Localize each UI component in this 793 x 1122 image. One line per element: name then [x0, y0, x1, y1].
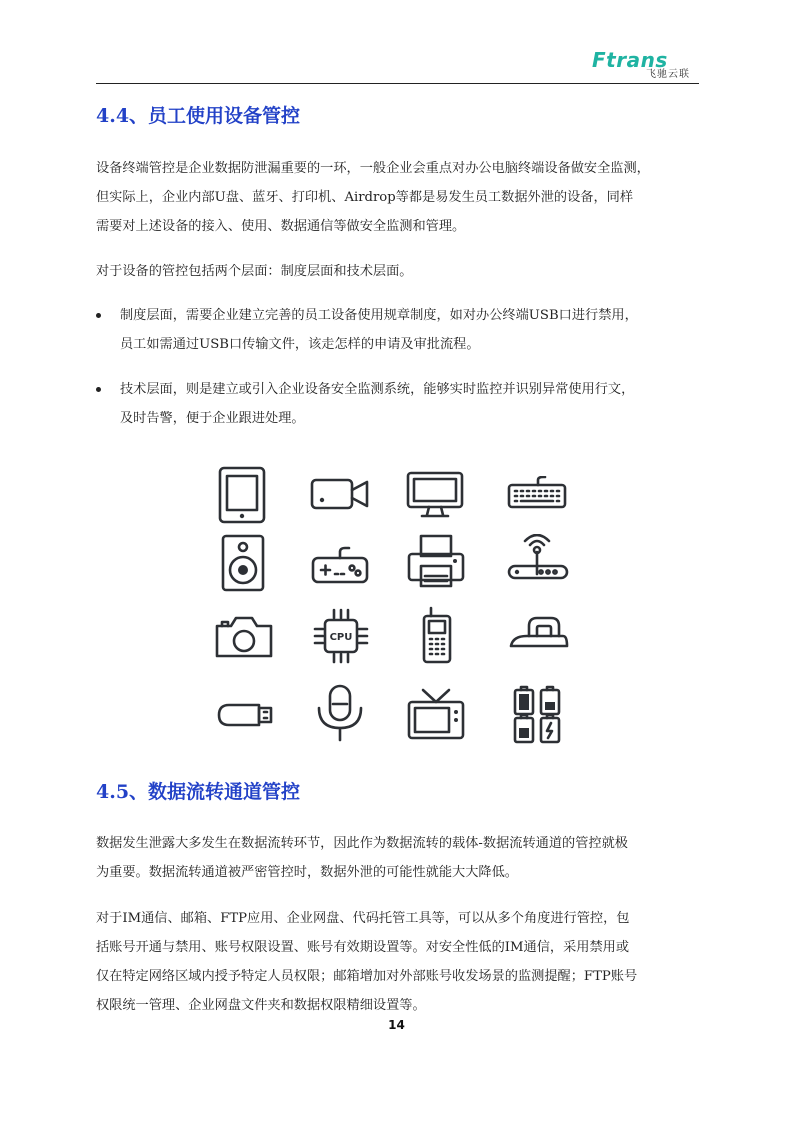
text-line: 设备终端管控是企业数据防泄漏重要的一环，一般企业会重点对办公电脑终端设备做安全监测，: [96, 161, 650, 176]
mobile-phone-icon: [419, 606, 455, 666]
text-line: 括账号开通与禁用、账号权限设置、账号有效期设置等。对安全性低的IM通信，采用禁用或: [96, 940, 630, 955]
text-line: 需要对上述设备的接入、使用、数据通信等做安全监测和管理。: [96, 219, 466, 234]
ftrans-logo: [592, 50, 696, 84]
battery-icon: [511, 684, 563, 746]
bullet-technical-level: [96, 375, 696, 435]
text-line: 为重要。数据流转通道被严密管控时，数据外泄的可能性就能大大降低。: [96, 865, 518, 880]
paragraph-two-levels: 对于设备的管控包括两个层面：制度层面和技术层面。: [96, 264, 413, 279]
router-icon: [505, 534, 571, 588]
text-line: 及时告警，便于企业跟进处理。: [120, 411, 305, 426]
paragraph-data-channel: [96, 829, 696, 887]
text-line: 员工如需通过USB口传输文件，该走怎样的申请及审批流程。: [120, 337, 480, 352]
camera-icon: [213, 614, 275, 660]
tv-icon: [405, 686, 467, 742]
text-line: 制度层面，需要企业建立完善的员工设备使用规章制度，如对办公终端USB口进行禁用，: [120, 308, 638, 323]
logo-text: Ftrans: [592, 48, 668, 72]
gamepad-icon: [309, 546, 371, 586]
text-line: 权限统一管理、企业网盘文件夹和数据权限精细设置等。: [96, 998, 426, 1013]
usb-drive-icon: [213, 698, 275, 732]
keyboard-icon: [505, 476, 571, 512]
bullet-policy-level: [96, 301, 696, 361]
cpu-icon: [311, 606, 371, 666]
paragraph-channel-controls: [96, 904, 696, 1020]
speaker-icon: [219, 534, 269, 594]
text-line: 技术层面，则是建立或引入企业设备安全监测系统，能够实时监控并识别异常使用行文，: [120, 382, 635, 397]
cpu-label: CPU: [329, 632, 353, 643]
bullet-dot: [96, 387, 101, 392]
header-divider: [96, 83, 699, 84]
paragraph-device-control: [96, 154, 696, 241]
text-line: 对于IM通信、邮箱、FTP应用、企业网盘、代码托管工具等，可以从多个角度进行管控，包: [96, 911, 630, 926]
iron-icon: [505, 614, 571, 654]
text-line: 但实际上，企业内部U盘、蓝牙、打印机、Airdrop等都是易发生员工数据外泄的设备，同样: [96, 190, 634, 205]
device-icons-grid: [205, 462, 585, 752]
printer-icon: [405, 534, 467, 590]
text-line: 数据发生泄露大多发生在数据流转环节，因此作为数据流转的载体-数据流转通道的管控就极: [96, 836, 628, 851]
bullet-dot: [96, 313, 101, 318]
text-line: 仅在特定网络区域内授予特定人员权限；邮箱增加对外部账号收发场景的监测提醒；FTP账号: [96, 969, 638, 984]
section-heading-4-5: 4.5、数据流转通道管控: [96, 781, 301, 803]
microphone-icon: [311, 684, 369, 744]
logo-subtitle: 飞驰云联: [646, 69, 690, 80]
section-heading-4-4: 4.4、员工使用设备管控: [96, 105, 301, 127]
monitor-icon: [405, 470, 467, 520]
page-number: 14: [388, 1018, 405, 1032]
video-camera-icon: [309, 474, 371, 514]
tablet-icon: [217, 466, 269, 524]
